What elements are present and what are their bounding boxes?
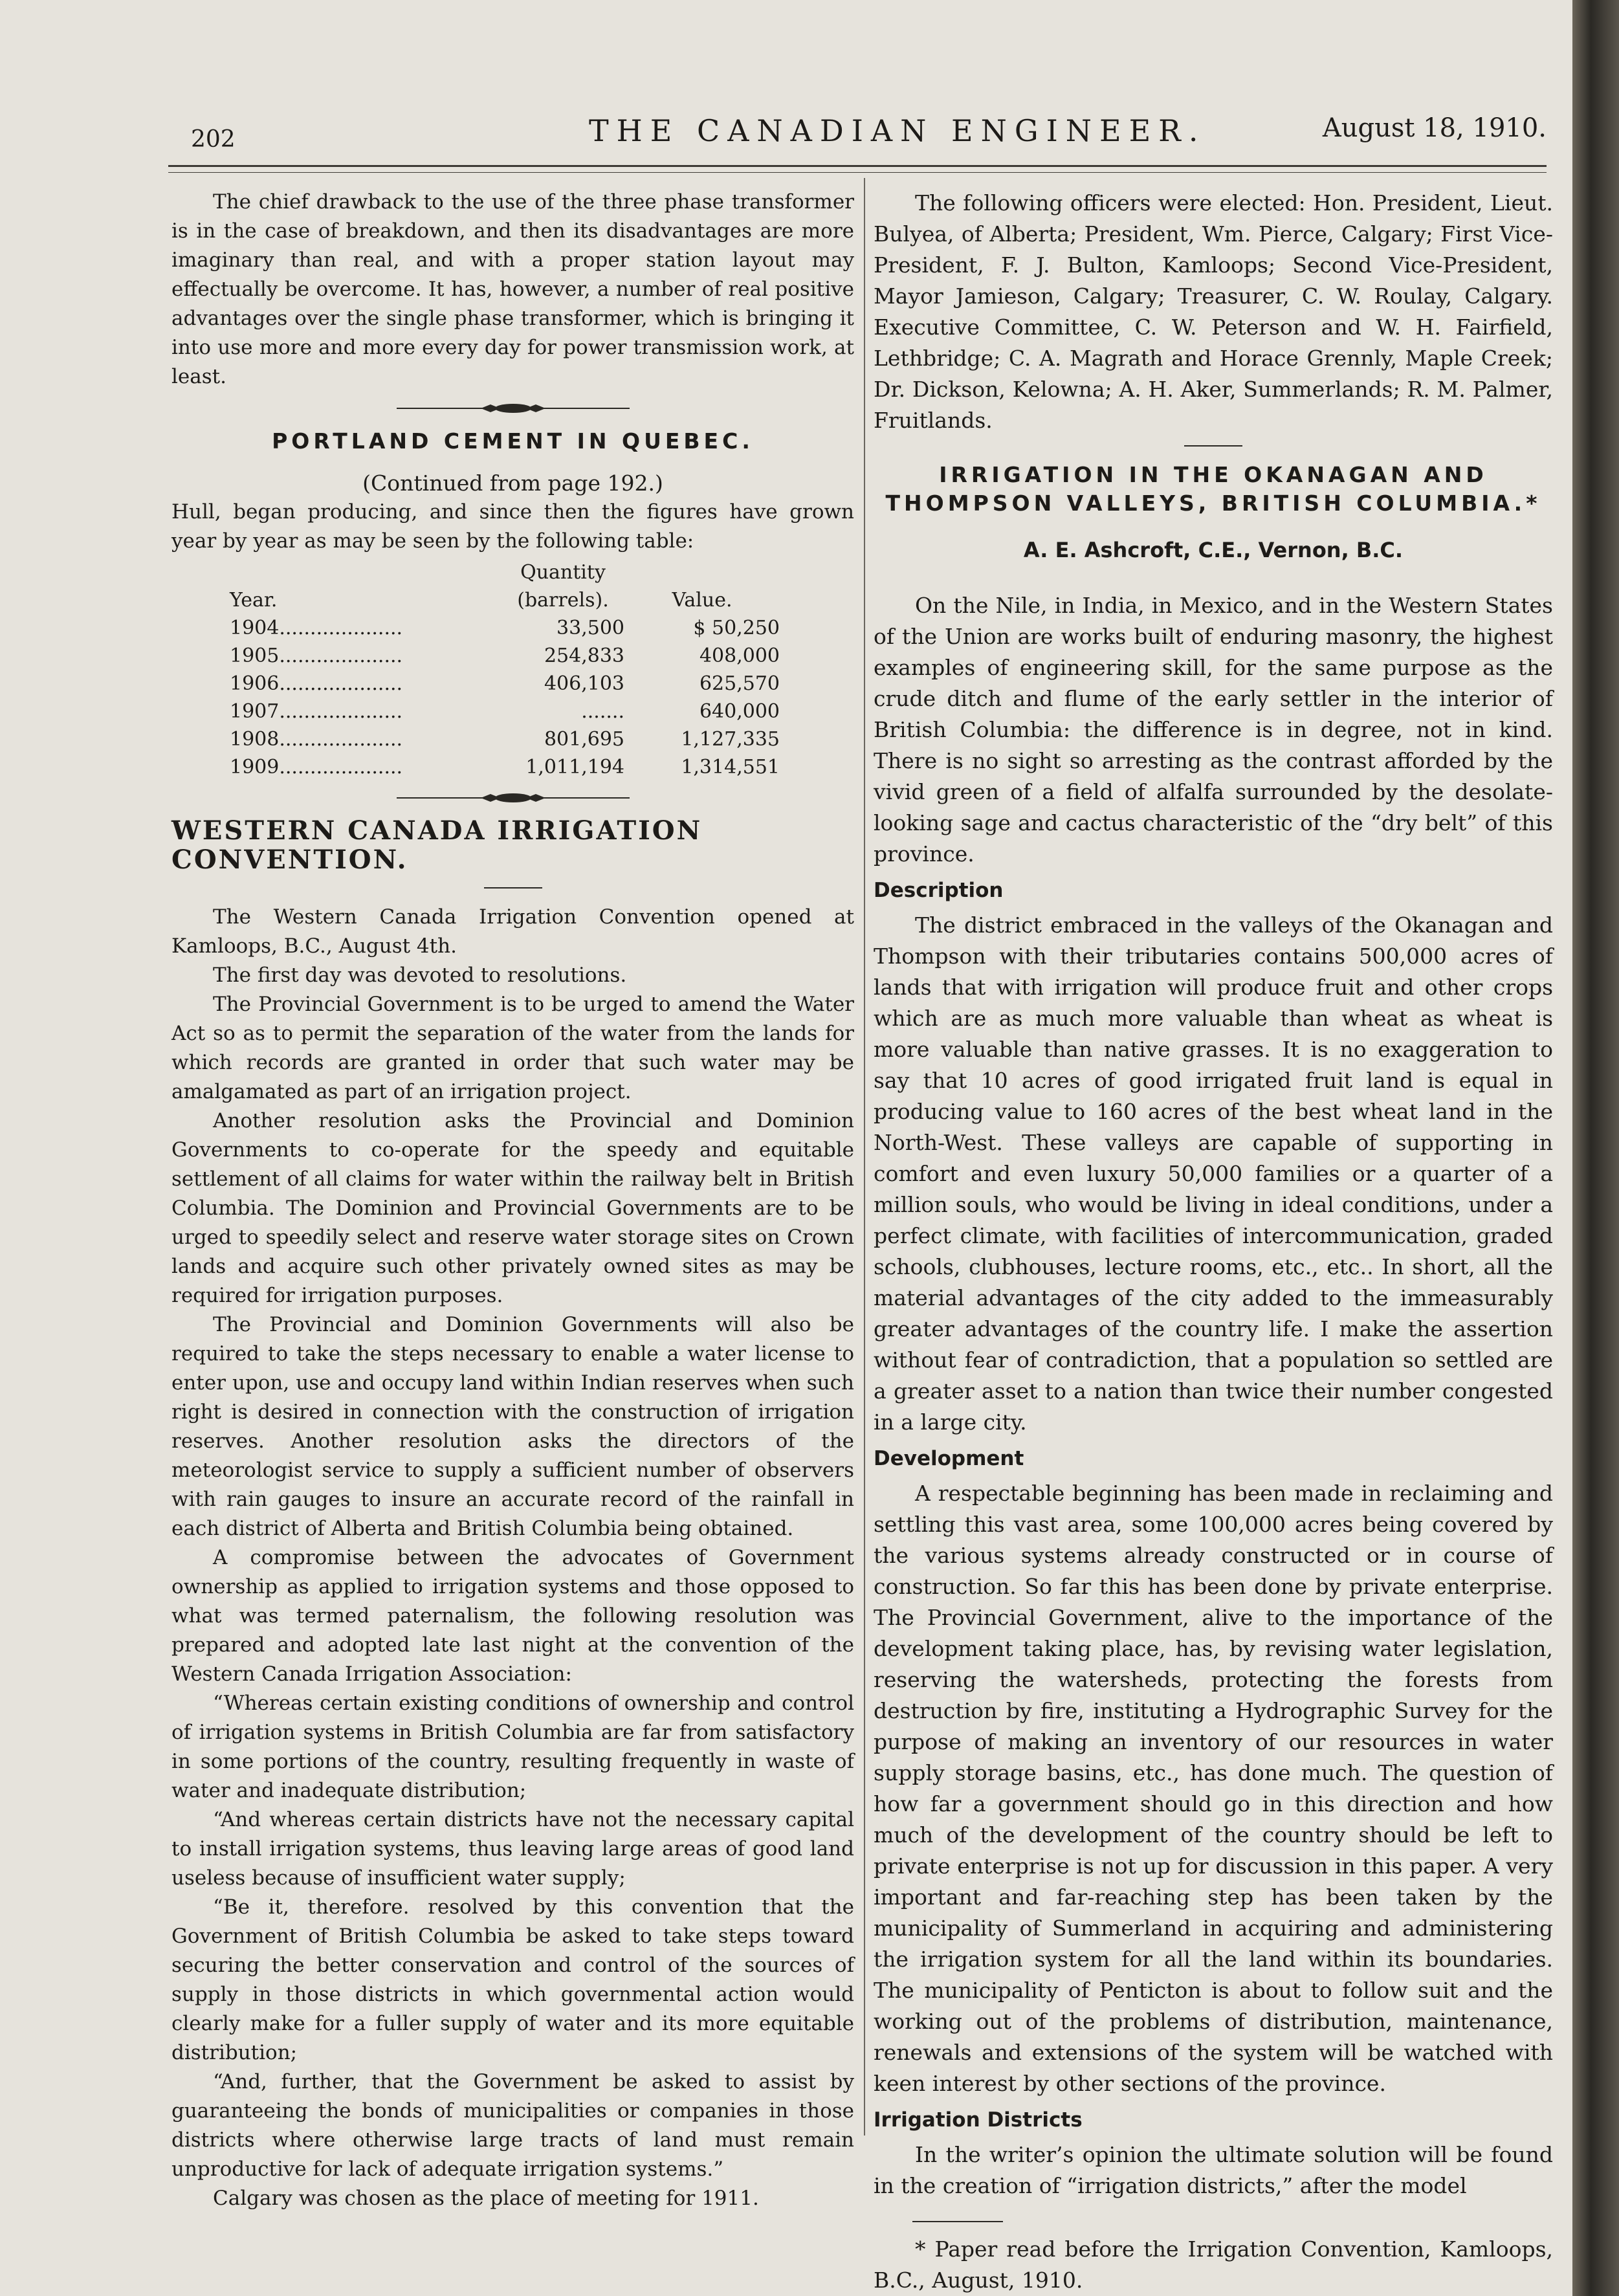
right-column [874,188,1553,2296]
footnote-rule [912,2221,1003,2222]
convention-title: WESTERN CANADA IRRIGATION CONVENTION. [171,815,703,875]
table-header-row [230,558,780,586]
subheading-description: Description [874,879,1004,902]
convention-paragraph: Another resolution asks the Provincial and Dominion Governments to co-operate for the speedy and equitable settlement of all claims for water within the railway belt in British Columbia. The Dominion and Provincial Governments are to be urged to speedily select and reserve water storage sites on Crown lands and acquire such other privately owned sites as may be required for irrigation purposes. [171,1109,854,1307]
header-value: Value. [672,589,732,612]
table-row: 1909.................... 1,011,194 1,314,551 [230,756,780,778]
table-row: 1904.................... 33,500 $ 50,250 [230,617,780,639]
table-header-row [230,586,780,614]
table-row: 1905.................... 254,833 408,000 [230,645,780,667]
cement-table [230,558,780,781]
cement-title: PORTLAND CEMENT IN QUEBEC. [272,428,754,454]
page-header [168,107,1553,159]
ornament-divider-icon [397,791,630,804]
header-rule [168,165,1547,167]
convention-paragraph: The Western Canada Irrigation Convention opened at Kamloops, B.C., August 4th. [171,905,854,958]
header-rule-thin [168,172,1547,173]
page-number: 202 [191,126,236,153]
header-barrels: (barrels). [517,589,609,612]
convention-paragraph: The first day was devoted to resolutions. [213,964,627,987]
officers-paragraph: The following officers were elected: Hon. President, Lieut. Bulyea, of Alberta; President, Wm. Pierce, Calgary; First Vice-President, F. J. Bulton, Kamloops; Second Vice-President, Mayor Jamieson, Calgary; Treasurer, C. W. Roulay, Calgary. Executive Committee, C. W. Peterson and W. H. Fairfield, Lethbridge; C. A. Magrath and Horace Grennly, Maple Creek; Dr. Dickson, Kelowna; A. H. Aker, Summerlands; R. M. Palmer, Fruitlands. [874,190,1553,433]
header-year: Year. [230,589,278,612]
article-byline: A. E. Ashcroft, C.E., Vernon, B.C. [1023,538,1404,562]
convention-paragraph: A compromise between the advocates of Government ownership as applied to irrigation systems and those opposed to what was termed paternalism, the following resolution was prepared and adopted late last night at the convention of the Western Canada Irrigation Association: [171,1546,854,1686]
convention-paragraph: The Provincial Government is to be urged to amend the Water Act so as to permit the separation of the water from the lands for which records are granted in order that such water may be amalgamated as part of an irrigation project. [171,993,854,1103]
resolution-paragraph: “And, further, that the Government be asked to assist by guaranteeing the bonds of municipalities or companies in those districts where otherwise large tracts of land must remain unproductive for lack of adequate irrigation systems.” [171,2070,854,2181]
continued-note: (Continued from page 192.) [362,470,663,496]
left-column [171,188,854,2213]
header-quantity: Quantity [520,561,606,584]
section-ornament [171,791,854,804]
resolution-paragraph: “Be it, therefore. resolved by this convention that the Government of British Columbia be asked to take steps toward securing the better conservation and control of the sources of supply in those districts in which governmental action would clearly make for a fuller supply of water and its more equitable distribution; [171,1895,854,2064]
page-binding-edge [1572,0,1619,2296]
transformer-paragraph: The chief drawback to the use of the three phase transformer is in the case of breakdown, and then its disadvantages are more imaginary than real, and with a proper station layout may effectually be overcome. It has, however, a number of real positive advantages over the single phase transformer, which is bringing it into use more and more every day for power transmission work, at least. [171,190,854,388]
convention-paragraph: Calgary was chosen as the place of meeting for 1911. [213,2187,759,2210]
districts-paragraph: In the writer’s opinion the ultimate solution will be found in the creation of “irrigation districts,” after the model [874,2142,1553,2198]
subheading-districts: Irrigation Districts [874,2108,1083,2132]
ornament-divider-icon [397,402,630,415]
section-ornament [171,402,854,415]
table-row: 1907.................... ....... 640,000 [230,700,780,723]
article-title: IRRIGATION IN THE OKANAGAN AND THOMPSON VALLEYS, BRITISH COLUMBIA.* [885,462,1541,516]
convention-paragraph: The Provincial and Dominion Governments will also be required to take the steps necessary to enable a water license to enter upon, use and occupy land within Indian reserves when such right is desired in connection with the construction of irrigation reserves. Another resolution asks the directors of the meteorologist service to supply a sufficient number of observers with rain gauges to insure an accurate record of the rainfall in each district of Alberta and British Columbia being obtained. [171,1313,854,1540]
footnote: * Paper read before the Irrigation Convention, Kamloops, B.C., August, 1910. [874,2236,1553,2293]
resolution-paragraph: “And whereas certain districts have not the necessary capital to install irrigation systems, thus leaving large areas of good land useless because of insufficient water supply; [171,1808,854,1890]
subheading-development: Development [874,1447,1024,1470]
table-row: 1906.................... 406,103 625,570 [230,672,780,695]
cement-lead: Hull, began producing, and since then the figures have grown year by year as may be seen by the following table: [171,500,854,553]
development-paragraph: A respectable beginning has been made in reclaiming and settling this vast area, some 100,000 acres being covered by the various systems already constructed or in course of construction. So far this has been done by private enterprise. The Provincial Government, alive to the importance of the development taking place, has, by revising water legislation, reserving the watersheds, protecting the forests from destruction by fire, instituting a Hydrographic Survey for the purpose of making an inventory of our resources in water supply storage basins, etc., has done much. The question of how far a government should go in this direction and how much of the development of the country should be left to private enterprise is not up for discussion in this paper. A very important and far-reaching step has been taken by the municipality of Summerland in acquiring and administering the irrigation system for all the land within its boundaries. The municipality of Penticton is about to follow suit and the working out of the problems of distribution, maintenance, renewals and extensions of the system will be watched with keen interest by other sections of the province. [874,1481,1553,2096]
masthead: THE CANADIAN ENGINEER. [589,113,1206,148]
column-divider [864,178,865,2136]
article-intro: On the Nile, in India, in Mexico, and in the Western States of the Union are works built of enduring masonry, the highest examples of engineering skill, for the same purpose as the crude ditch and flume of the early settler in the interior of British Columbia: the difference is in degree, not in kind. There is no sight so arresting as the contrast afforded by the vivid green of a field of alfalfa surrounded by the desolate-looking sage and cactus characteristic of the “dry belt” of this province. [874,593,1553,867]
title-dash [484,887,542,889]
description-paragraph: The district embraced in the valleys of the Okanagan and Thompson with their tributaries contains 500,000 acres of lands that with irrigation will produce fruit and other crops which are as much more valuable than wheat as wheat is more valuable than native grasses. It is no exaggeration to say that 10 acres of good irrigated fruit land is equal in producing value to 160 acres of the best wheat land in the North-West. These valleys are capable of supporting in comfort and even luxury 50,000 families or a quarter of a million souls, who would be living in ideal conditions, under a perfect climate, with facilities of intercommunication, graded schools, clubhouses, lecture rooms, etc., etc.. In short, all the material advantages of the city added to the immeasurably greater advantages of the country life. I make the assertion without fear of contradiction, that a population so settled are a greater asset to a nation than twice their number congested in a large city. [874,912,1553,1435]
issue-date: August 18, 1910. [1322,113,1547,143]
resolution-paragraph: “Whereas certain existing conditions of ownership and control of irrigation systems in British Columbia are far from satisfactory in some portions of the country, resulting frequently in waste of water and inadequate distribution; [171,1692,854,1802]
table-row: 1908.................... 801,695 1,127,335 [230,728,780,751]
title-dash [1184,445,1242,447]
